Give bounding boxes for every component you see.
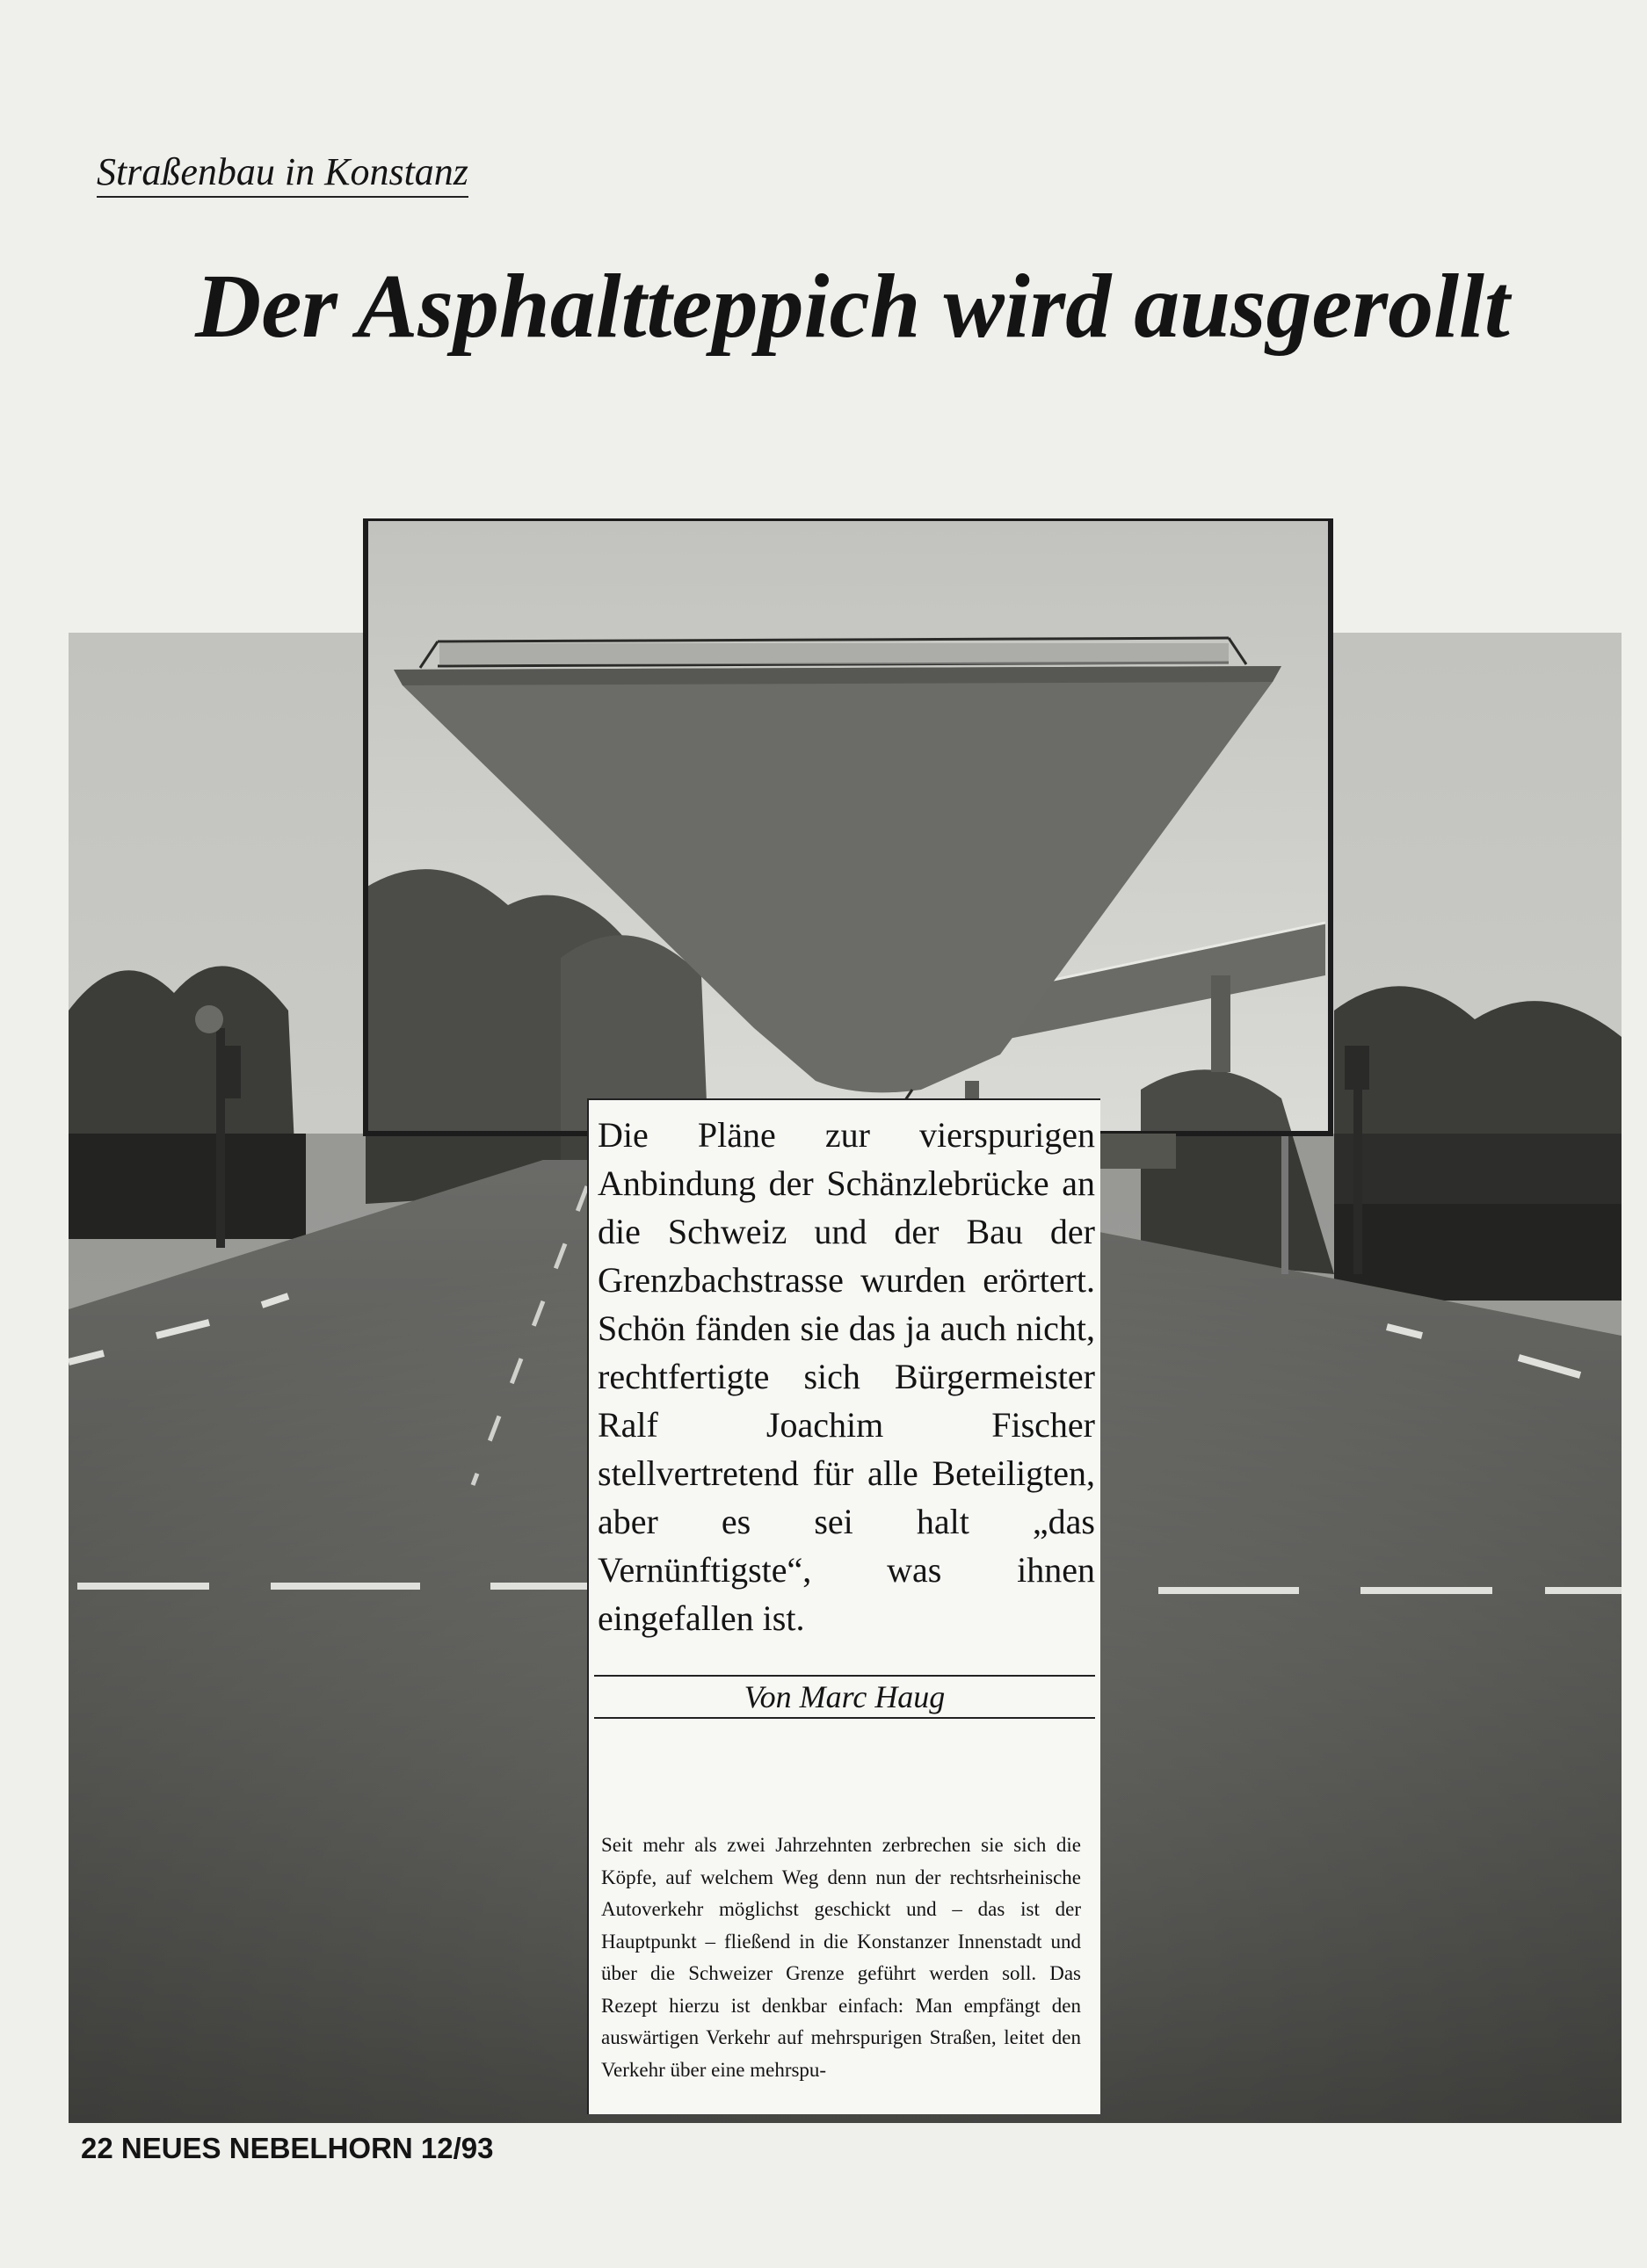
bridge-pier-right — [1211, 975, 1230, 1072]
article-headline: Der Asphaltteppich wird ausgerollt — [195, 256, 1510, 357]
page-footer: 22 NEUES NEBELHORN 12/93 — [81, 2132, 494, 2164]
bridge-railing-fill — [439, 643, 1229, 664]
article-lead: Die Pläne zur vierspurigen Anbindung der Schänzlebrücke an die Schweiz und der Bau der Grenzbachstrasse wurden erörtert. Schön fänden sie das ja auch nicht, rechtfertigte sich Bürgermeister Ralf Joachim Fischer stellvertretend für alle Beteiligten, aber es sei halt „das Vernünftigste“, was ihnen eingefallen ist. — [598, 1115, 1095, 1638]
byline: Von Marc Haug — [594, 1675, 1095, 1719]
article-body: Seit mehr als zwei Jahrzehnten zerbrechen sie sich die Köpfe, auf welchem Weg denn nun der rechtsrheinische Autoverkehr möglichst geschickt und – das ist der Hauptpunkt – fließend in die Konstanzer Innenstadt und über die Schweizer Grenze geführt werden soll. Das Rezept hierzu ist denkbar einfach: Man empfängt den auswärtigen Verkehr auf mehrspurigen Straßen, leitet den Verkehr über eine mehrspu- — [601, 1834, 1081, 2081]
section-kicker: Straßenbau in Konstanz — [97, 149, 468, 198]
article-text-box — [587, 1098, 1100, 2114]
